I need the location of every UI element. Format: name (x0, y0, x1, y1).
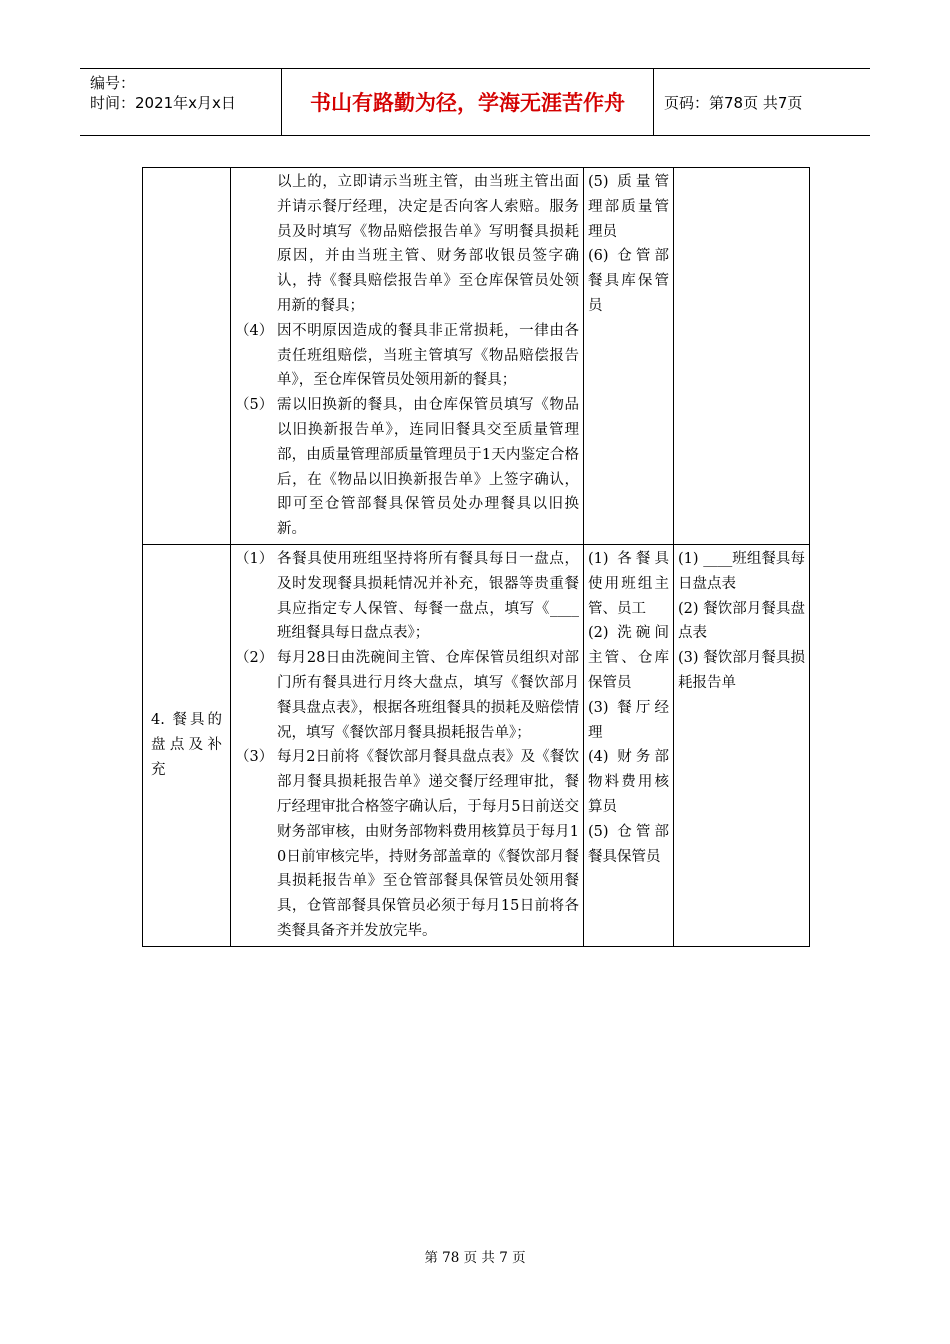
document-number-label: 编号： (90, 74, 136, 92)
list-item (235, 547, 579, 646)
responsible-item: (4) 财务部物料费用核算员 (588, 749, 669, 815)
table-row (143, 544, 810, 946)
header-page-label: 页码：第78页 共7页 (664, 93, 803, 112)
item-text: 每月2日前将《餐饮部月餐具盘点表》及《餐饮部月餐具损耗报告单》递交餐厅经理审批，餐厅经理审批合格签字确认后，于每月5日前送交财务部审核，由财务部物料费用核算员于每月10日前审核完毕，持财务部盖章的《餐饮部月餐具损耗报告单》至仓管部餐具保管员处领用餐具，仓管部餐具保管员必须于每月15日前将各类餐具备齐并发放完毕。 (277, 749, 579, 939)
responsible-item: (1) 各餐具使用班组主管、员工 (588, 550, 669, 617)
list-item (235, 745, 579, 943)
item-number: （3） (235, 749, 274, 766)
header-meta (80, 69, 282, 135)
table-row (143, 168, 810, 545)
responsible-cell (584, 544, 674, 946)
responsible-item: (5) 质量管理部质量管理员 (588, 174, 669, 240)
item-number: （5） (235, 397, 274, 414)
header-motto: 书山有路勤为径，学海无涯苦作舟 (282, 69, 654, 135)
content-cell (231, 168, 584, 545)
responsible-item: (5) 仓管部餐具保管员 (588, 823, 669, 865)
record-item: (3) 餐饮部月餐具损耗报告单 (678, 650, 805, 691)
content-cell (231, 544, 584, 946)
item-text: 各餐具使用班组坚持将所有餐具每日一盘点，及时发现餐具损耗情况并补充，银器等贵重餐具应指定专人保管、每餐一盘点，填写《____班组餐具每日盘点表》； (277, 550, 579, 642)
responsible-item: (3) 餐厅经理 (588, 699, 669, 741)
item-number: （4） (235, 322, 274, 339)
document-date-label: 时间：2021年x月x日 (90, 94, 236, 112)
category-cell (143, 168, 231, 545)
page-footer: 第 78 页 共 7 页 (424, 1250, 526, 1266)
category-label: 4. 餐具的盘点及补充 (151, 712, 222, 778)
item-text: 因不明原因造成的餐具非正常损耗，一律由各责任班组赔偿，当班主管填写《物品赔偿报告单》，至仓库保管员处领用新的餐具； (277, 322, 579, 389)
responsible-item: (2) 洗碗间主管、仓库保管员 (588, 625, 669, 691)
records-cell (674, 168, 810, 545)
records-cell (674, 544, 810, 946)
list-item (235, 646, 579, 745)
item-number: （1） (235, 550, 274, 567)
list-item (235, 393, 579, 542)
record-item: (2) 餐饮部月餐具盘点表 (678, 600, 805, 642)
item-text: 需以旧换新的餐具，由仓库保管员填写《物品以旧换新报告单》，连同旧餐具交至质量管理部，由质量管理部质量管理员于1天内鉴定合格后，在《物品以旧换新报告单》上签字确认，即可至仓管部餐具保管员处办理餐具以旧换新。 (277, 397, 579, 538)
responsible-item: (6) 仓管部餐具库保管员 (588, 248, 669, 314)
responsible-cell (584, 168, 674, 545)
category-cell (143, 544, 231, 946)
record-item: (1) ____班组餐具每日盘点表 (678, 550, 805, 592)
item-number: （2） (235, 650, 274, 667)
procedure-table (142, 167, 810, 947)
page-header (80, 68, 870, 136)
item-text: 每月28日由洗碗间主管、仓库保管员组织对部门所有餐具进行月终大盘点，填写《餐饮部月餐具盘点表》，根据各班组餐具的损耗及赔偿情况，填写《餐饮部月餐具损耗报告单》； (277, 650, 579, 741)
item-text: 以上的，立即请示当班主管，由当班主管出面并请示餐厅经理，决定是否向客人索赔。服务员及时填写《物品赔偿报告单》写明餐具损耗原因，并由当班主管、财务部收银员签字确认，持《餐具赔偿报告单》至仓库保管员处领用新的餐具； (277, 174, 579, 314)
list-item (235, 319, 579, 393)
list-item (235, 170, 579, 319)
